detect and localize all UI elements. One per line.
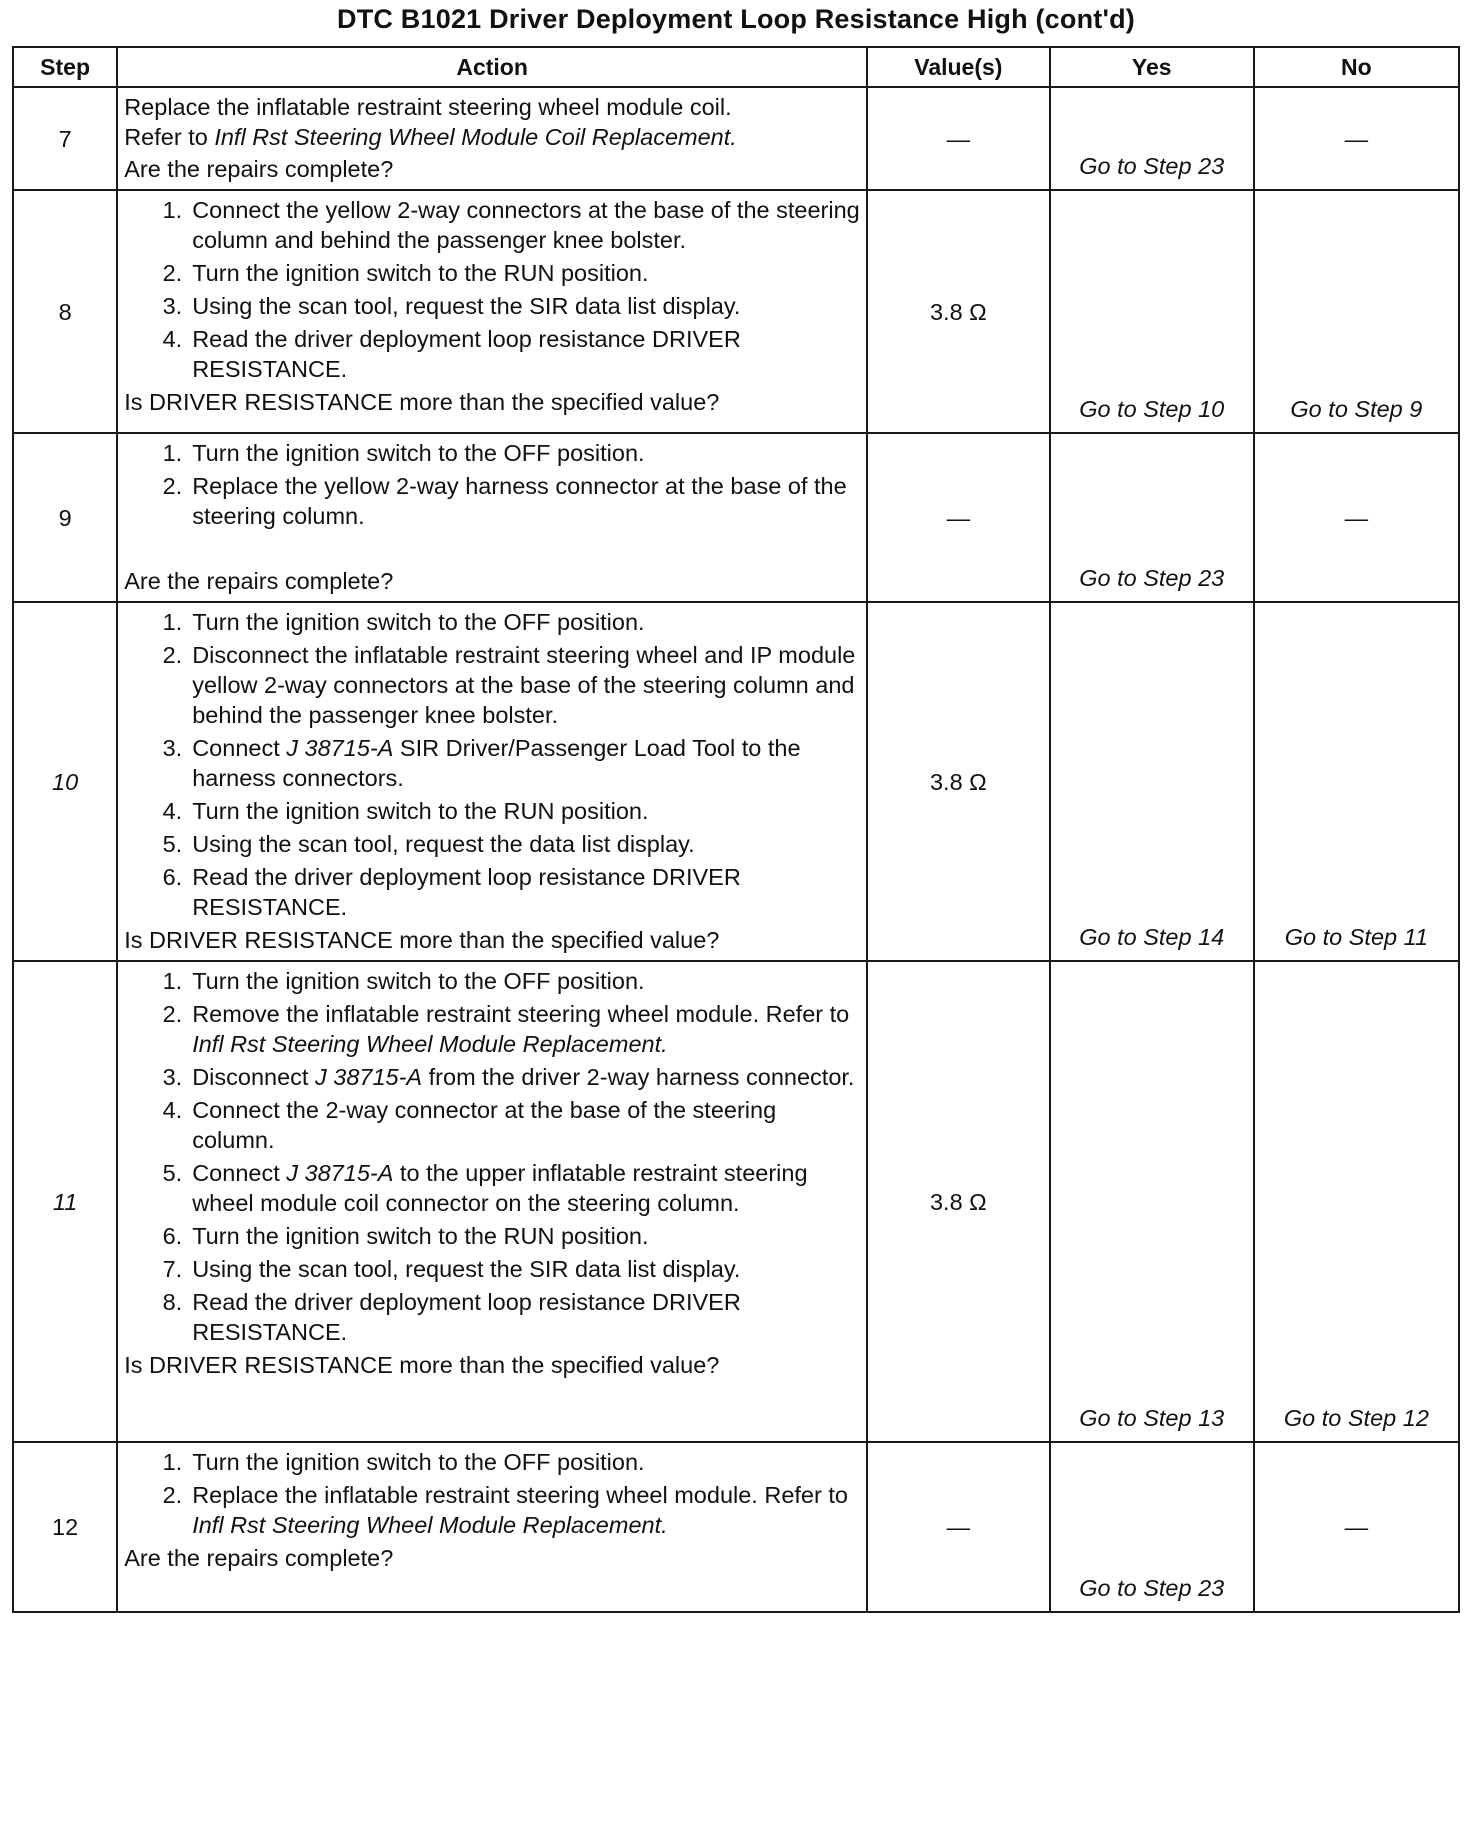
list-item: 2. Remove the inflatable restraint steering wheel module. Refer to Infl Rst Steering Wheel Module Replacement. — [162, 1001, 850, 1057]
list-item: 4. Read the driver deployment loop resistance DRIVER RESISTANCE. — [162, 326, 741, 382]
table-row — [13, 602, 1459, 961]
no-cell: Go to Step 12 — [1254, 961, 1459, 1442]
tool-reference: J 38715-A — [286, 1160, 394, 1186]
yes-cell: Go to Step 23 — [1050, 433, 1254, 602]
list-item: 1. Turn the ignition switch to the OFF position. — [162, 1449, 645, 1475]
value-cell: — — [867, 433, 1050, 602]
step-number: 9 — [13, 433, 117, 602]
list-item: 8. Read the driver deployment loop resistance DRIVER RESISTANCE. — [162, 1289, 741, 1345]
list-item: 2. Replace the yellow 2-way harness connector at the base of the steering column. — [162, 473, 847, 529]
table-row — [13, 433, 1459, 602]
value-cell: — — [867, 87, 1050, 190]
no-cell: — — [1254, 1442, 1459, 1612]
no-cell: — — [1254, 87, 1459, 190]
step-number: 12 — [13, 1442, 117, 1612]
list-item: 2. Disconnect the inflatable restraint steering wheel and IP module yellow 2-way connectors at the base of the steering column and behind the passenger knee bolster. — [162, 642, 856, 728]
list-item: 5. Connect J 38715-A to the upper inflatable restraint steering wheel module coil connector on the steering column. — [162, 1160, 808, 1216]
action-list — [124, 438, 860, 531]
tool-reference: J 38715-A — [286, 735, 394, 761]
header-values: Value(s) — [867, 47, 1050, 87]
reference-link: Infl Rst Steering Wheel Module Replacement. — [192, 1512, 668, 1538]
action-list — [124, 607, 860, 922]
header-step: Step — [13, 47, 117, 87]
action-question: Is DRIVER RESISTANCE more than the specified value? — [124, 389, 720, 415]
table-row — [13, 1442, 1459, 1612]
step-number: 11 — [13, 961, 117, 1442]
list-item: 3. Using the scan tool, request the SIR data list display. — [162, 293, 741, 319]
action-question: Is DRIVER RESISTANCE more than the specified value? — [124, 927, 720, 953]
tool-reference: J 38715-A — [314, 1064, 423, 1090]
action-text: Replace the inflatable restraint steering wheel module coil. Refer to Infl Rst Steering Wheel Module Coil Replacement. — [124, 94, 737, 150]
action-question: Is DRIVER RESISTANCE more than the specified value? — [124, 1352, 720, 1378]
action-list — [124, 195, 860, 384]
table-row — [13, 190, 1459, 433]
no-cell: — — [1254, 433, 1459, 602]
list-item: 4. Turn the ignition switch to the RUN position. — [162, 798, 649, 824]
action-question: Are the repairs complete? — [124, 1545, 394, 1571]
header-no: No — [1254, 47, 1459, 87]
list-item: 1. Turn the ignition switch to the OFF position. — [162, 609, 645, 635]
no-cell: Go to Step 11 — [1254, 602, 1459, 961]
list-item: 5. Using the scan tool, request the data list display. — [162, 831, 695, 857]
action-cell — [117, 87, 867, 190]
list-item: 7. Using the scan tool, request the SIR data list display. — [162, 1256, 741, 1282]
action-cell — [117, 190, 867, 433]
list-item: 2. Replace the inflatable restraint steering wheel module. Refer to Infl Rst Steering Wheel Module Replacement. — [162, 1482, 848, 1538]
value-cell: 3.8 Ω — [867, 602, 1050, 961]
header-action: Action — [117, 47, 867, 87]
action-question: Are the repairs complete? — [124, 156, 394, 182]
page-title: DTC B1021 Driver Deployment Loop Resistance High (cont'd) — [337, 4, 1135, 34]
header-yes: Yes — [1050, 47, 1254, 87]
list-item: 2. Turn the ignition switch to the RUN position. — [162, 260, 649, 286]
action-list — [124, 1447, 860, 1540]
list-item: 1. Turn the ignition switch to the OFF position. — [162, 440, 645, 466]
action-cell — [117, 433, 867, 602]
list-item: 1. Turn the ignition switch to the OFF position. — [162, 968, 645, 994]
yes-cell: Go to Step 23 — [1050, 1442, 1254, 1612]
list-item: 3. Connect J 38715-A SIR Driver/Passenger Load Tool to the harness connectors. — [162, 735, 801, 791]
step-number: 7 — [13, 87, 117, 190]
value-cell: — — [867, 1442, 1050, 1612]
value-cell: 3.8 Ω — [867, 190, 1050, 433]
diagnostic-table — [12, 46, 1460, 1613]
step-number: 10 — [13, 602, 117, 961]
reference-link: Infl Rst Steering Wheel Module Replacement. — [192, 1031, 668, 1057]
action-cell — [117, 602, 867, 961]
list-item: 6. Turn the ignition switch to the RUN position. — [162, 1223, 649, 1249]
header-row — [13, 47, 1459, 87]
no-cell: Go to Step 9 — [1254, 190, 1459, 433]
action-list — [124, 966, 860, 1347]
table-row — [13, 87, 1459, 190]
step-number: 8 — [13, 190, 117, 433]
yes-cell: Go to Step 13 — [1050, 961, 1254, 1442]
value-cell: 3.8 Ω — [867, 961, 1050, 1442]
list-item: 3. Disconnect J 38715-A from the driver 2-way harness connector. — [162, 1064, 855, 1090]
list-item: 4. Connect the 2-way connector at the base of the steering column. — [162, 1097, 777, 1153]
table-row — [13, 961, 1459, 1442]
yes-cell: Go to Step 23 — [1050, 87, 1254, 190]
list-item: 1. Connect the yellow 2-way connectors at the base of the steering column and behind the passenger knee bolster. — [162, 197, 860, 253]
yes-cell: Go to Step 10 — [1050, 190, 1254, 433]
yes-cell: Go to Step 14 — [1050, 602, 1254, 961]
action-cell — [117, 1442, 867, 1612]
list-item: 6. Read the driver deployment loop resistance DRIVER RESISTANCE. — [162, 864, 741, 920]
action-cell — [117, 961, 867, 1442]
reference-link: Infl Rst Steering Wheel Module Coil Replacement. — [214, 124, 737, 150]
action-question: Are the repairs complete? — [124, 568, 394, 594]
